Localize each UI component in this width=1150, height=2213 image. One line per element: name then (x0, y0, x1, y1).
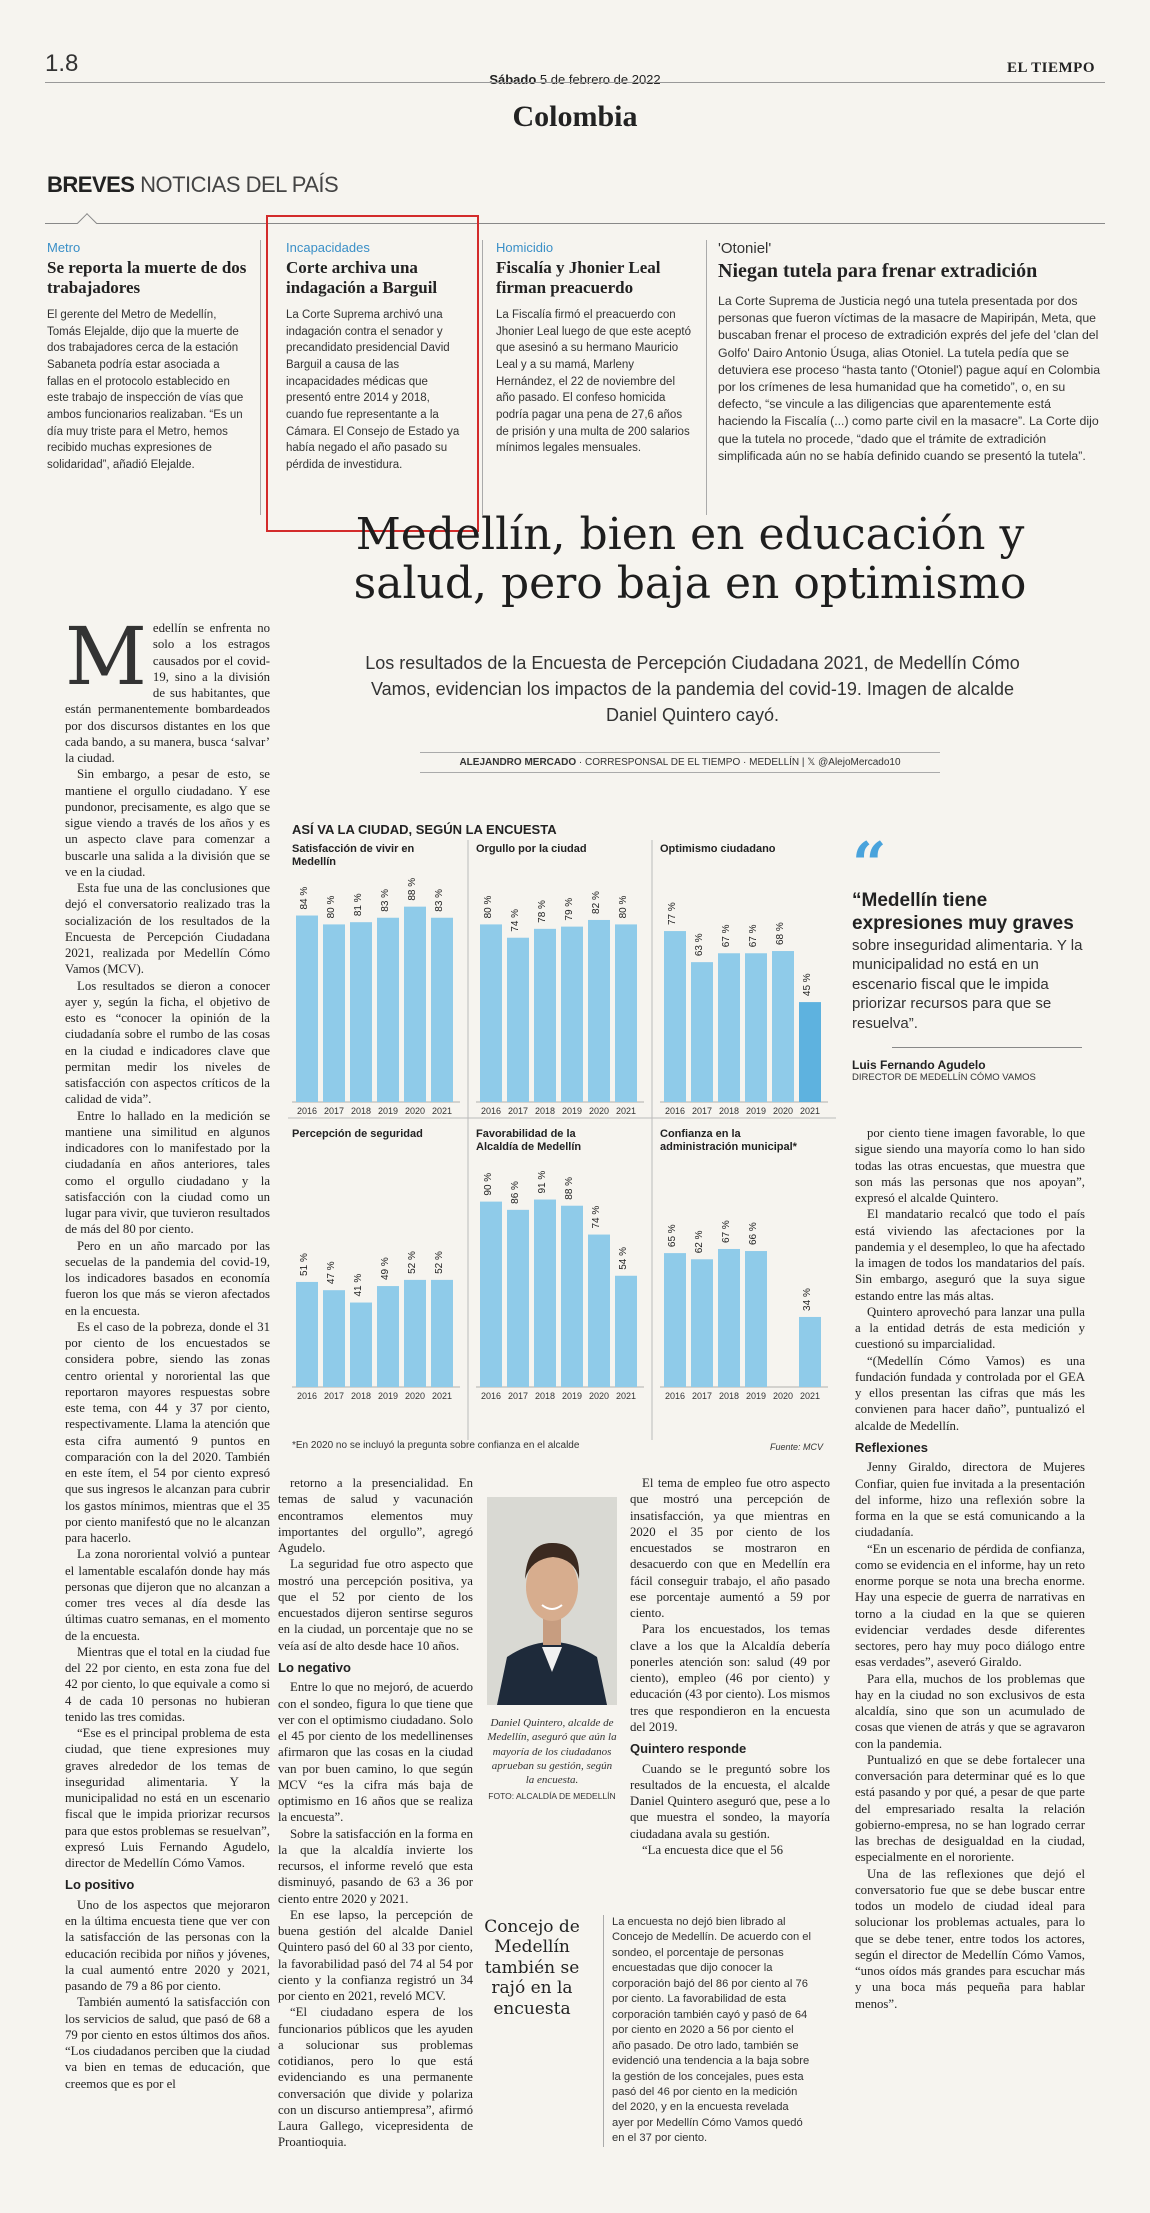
chart-bar (296, 1282, 318, 1387)
chart-bar (404, 1280, 426, 1387)
chart-title-line: Medellín (292, 856, 337, 868)
quote-rest: sobre inseguridad alimentaria. Y la municipalidad no está en un escenario fiscal que le impida priorizar recursos para que se resuelva”. (852, 936, 1083, 1032)
paragraph: “La encuesta dice que el 56 (642, 1842, 784, 1857)
x-tick-label: 2019 (377, 1391, 399, 1401)
byline-twitter: | 𝕏 @AlejoMercado10 (799, 757, 901, 768)
brief-category: Incapacidades (286, 240, 370, 255)
chart-title: Optimismo ciudadano (660, 843, 776, 855)
bar-chart (292, 843, 460, 1116)
chart-title-line: Confianza en la (660, 1128, 741, 1140)
paragraph: Uno de los aspectos que mejoraron en la última encuesta tiene que ver con la satisfacción de las personas con la educación recibida por niños y jóvenes, la cual aumentó entre 2020 y 2021, pasando de 79 a 86 por ciento. (65, 1897, 270, 1993)
x-tick-label: 2019 (745, 1106, 767, 1116)
chart-bar (718, 953, 740, 1102)
chart-bar (664, 1253, 686, 1387)
data-label: 49 % (380, 1257, 391, 1281)
x-tick-label: 2017 (691, 1106, 713, 1116)
chart-bar (377, 1286, 399, 1387)
quote-rule (892, 1047, 1082, 1048)
paragraph: Es el caso de la pobreza, donde el 31 por ciento de los encuestados se considera pobre, siendo las zonas centro oriental y nororiental las que reportaron mayores respuestas sobre este tema, con 44 y 37 por ciento, respectivamente. Llama la atención que esta cifra aumentó 9 puntos en comparación con la del 2020. También en este ítem, el 54 por ciento expresó que sus ingresos le alcanzan para cubrir los gastos mínimos, mientras que el 35 por ciento manifestó que no le alcanzan para hacerlo. (65, 1319, 270, 1545)
subhead: Reflexiones (855, 1439, 928, 1455)
chart-title: Percepción de seguridad (292, 1128, 423, 1140)
data-label: 62 % (694, 1230, 705, 1254)
chart-bar (534, 929, 556, 1102)
data-label: 54 % (618, 1246, 629, 1270)
chart-bar (323, 924, 345, 1102)
paragraph: Cuando se le preguntó sobre los resultados de la encuesta, el alcalde Daniel Quintero aseguró que, pese a lo que muestra el sondeo, la mayoría ciudadana avala su gestión. (630, 1761, 830, 1841)
x-tick-label: 2016 (480, 1106, 502, 1116)
date-rest: 5 de febrero de 2022 (536, 72, 661, 87)
paragraph: Sin embargo, a pesar de esto, se mantiene el orgullo ciudadano. Y ese pundonor, precisamente, es algo que se sigue viendo a través de los años y es un aspecto clave para comenzar a buscarle una salida a la división que se ve en la ciudad. (65, 767, 270, 879)
chart-bar (561, 927, 583, 1102)
x-tick-label: 2018 (718, 1391, 740, 1401)
x-tick-label: 2017 (691, 1391, 713, 1401)
chart-bar (799, 1002, 821, 1102)
subhead: Lo negativo (278, 1659, 351, 1675)
brief-divider (260, 240, 261, 515)
chart-bar (323, 1290, 345, 1387)
data-label: 74 % (510, 908, 521, 932)
paragraph: retorno a la presencialidad. En temas de salud y vacunación encontramos elementos muy importantes del orgullo”, agregó Agudelo. (278, 1476, 473, 1555)
chart-bar (718, 1249, 740, 1387)
brief-category: Homicidio (496, 240, 554, 255)
brief-homicidio (496, 240, 696, 457)
chart-bar (431, 918, 453, 1102)
x-tick-label: 2021 (431, 1106, 453, 1116)
paragraph: Puntualizó en que se debe fortalecer una conversación para determinar qué es lo que está pasando y por qué, a pesar de que parte del empresariado resalta la relación gobierno-empresa, no se han logrado cerrar las brechas de desigualdad en la ciudad, especialmente en el nororiente. (855, 1752, 1085, 1865)
x-tick-label: 2019 (377, 1106, 399, 1116)
chart-source: Fuente: MCV (770, 1442, 824, 1452)
chart-title-line: administración municipal* (660, 1141, 797, 1153)
data-label: 91 % (537, 1170, 548, 1194)
chart-bar (507, 938, 529, 1102)
sidebox-text: La encuesta no dejó bien librado al Concejo de Medellín. De acuerdo con el sondeo, el porcentaje de personas encuestadas que dijo conocer la corporación bajó del 86 por ciento al 76 por ciento. La favorabilidad de esta corporación también cayó y pasó de 64 por ciento en 2020 a 56 por ciento el año pasado. De otro lado, también se evidenció una tendencia a la baja sobre la gestión de los concejales, pues esta pasó del 46 por ciento en la medición del 2020, y en la encuesta revelada ayer por Medellín Cómo Vamos quedó en el 37 por ciento. (603, 1915, 813, 2147)
brief-metro (47, 240, 247, 474)
chart-bar (561, 1206, 583, 1387)
section-title: Colombia (512, 100, 638, 133)
chart-title (292, 843, 415, 868)
byline-name: ALEJANDRO MERCADO (459, 757, 577, 768)
chart-bar (534, 1200, 556, 1387)
sidebox-title: Concejo de Medellín también se rajó en la encuesta (484, 1917, 580, 2019)
article-column-3 (630, 1475, 830, 1858)
paragraph: La zona nororiental volvió a puntear el lamentable escalafón donde hay más personas que dijeron que no alcanzan a comer tres veces al día desde las últimas cuatro semanas, en el momento de la encuesta. (65, 1547, 270, 1643)
chart-bar (615, 924, 637, 1102)
x-tick-label: 2020 (404, 1391, 426, 1401)
subhead: Lo positivo (65, 1877, 135, 1893)
paragraph: Para los encuestados, los temas clave a los que la Alcaldía debería ponerles atención son: salud (49 por ciento), empleo (46 por ciento) y educación (43 por ciento). Los mismos tres que respondieron en la encuesta del 2019. (630, 1622, 830, 1734)
paragraph: por ciento tiene imagen favorable, lo que sigue siendo una mayoría como lo han sido todas las otras encuestas, que muestra que son más las personas que nos apoyan”, expresó el alcalde Quintero. (855, 1126, 1085, 1205)
quote-bold: “Medellín tiene expresiones muy graves (852, 890, 1074, 934)
drop-cap: M (65, 610, 147, 703)
data-label: 52 % (407, 1251, 418, 1274)
data-label: 80 % (618, 895, 629, 919)
chart-bar (296, 916, 318, 1102)
paragraph: “El ciudadano espera de los funcionarios públicos que les ayuden a solucionar sus problemas cotidianos, pero lo que está evidenciando es una permanente conversación que divide y polariza con un discurso antiempresa”, afirmó Laura Gallego, vicepresidenta de Proantioquia. (278, 2005, 473, 2150)
newspaper-brand: EL TIEMPO (1007, 60, 1095, 76)
page-number: 1.8 (45, 50, 79, 77)
quote-author: Luis Fernando Agudelo (852, 1058, 986, 1073)
x-tick-label: 2020 (772, 1106, 794, 1116)
data-label: 81 % (353, 893, 364, 917)
article-headline: Medellín, bien en educación y salud, pero baja en optimismo (353, 509, 1027, 610)
data-label: 65 % (667, 1224, 678, 1248)
date-line (0, 72, 1150, 87)
paragraph: “En un escenario de pérdida de confianza, como se evidencia en el informe, hay un reto enorme porque se nota una brecha enorme. Hay una especie de guerra de narrativas en torno a la ciudad en la que se quieren evidenciar verdades desde diferentes sectores, pero hay muy poco diálogo entre esas verdades”, aseveró Giraldo. (855, 1541, 1085, 1670)
data-label: 67 % (721, 924, 732, 948)
photo-caption (487, 1716, 617, 1803)
x-tick-label: 2020 (588, 1106, 610, 1116)
x-tick-label: 2019 (561, 1106, 583, 1116)
chart-title-line: Alcaldía de Medellín (476, 1141, 582, 1153)
data-label: 88 % (564, 1176, 575, 1200)
data-label: 41 % (353, 1273, 364, 1297)
brief-category: 'Otoniel' (718, 240, 772, 257)
chart-title-line: Favorabilidad de la (476, 1128, 576, 1140)
article-column-1 (65, 610, 270, 2092)
brief-text: El gerente del Metro de Medellín, Tomás Elejalde, dijo que la muerte de dos trabajadores cerca de la estación Sabaneta podría estar asociada a fallas en el protocolo establecido en este trabajo de inspección de vías que ambos funcionarios realizaban. “Es un día muy triste para el Metro, hemos recibido muchas expresiones de solidaridad”, añadió Elejalde. (47, 309, 244, 472)
chart-bar (431, 1280, 453, 1387)
brief-text: La Fiscalía firmó el preacuerdo con Jhonier Leal luego de que este aceptó que asesinó a su hermano Mauricio Leal y a su mamá, Marleny Hernández, el 22 de noviembre del año pasado. El confeso homicida podría pagar una pena de 27,6 años de prisión y una multa de 200 salarios mínimos legales mensuales. (496, 309, 692, 455)
x-tick-label: 2018 (534, 1391, 556, 1401)
x-tick-label: 2018 (350, 1391, 372, 1401)
paragraph: El mandatario recalcó que todo el país está viviendo las afectaciones por la pandemia y el desempleo, lo que ha afectado la imagen de todos los mandatarios del país. Sin embargo, aseguró que la suya sigue estando entre las más altas. (855, 1207, 1085, 1303)
chart-footnote: *En 2020 no se incluyó la pregunta sobre confianza en el alcalde (292, 1440, 580, 1451)
quote-author-role: DIRECTOR DE MEDELLÍN CÓMO VAMOS (852, 1072, 1036, 1084)
breves-rule (45, 223, 1105, 224)
data-label: 51 % (299, 1253, 310, 1276)
x-tick-label: 2019 (745, 1391, 767, 1401)
x-tick-label: 2016 (296, 1106, 318, 1116)
bar-chart (660, 843, 828, 1116)
breves-header (47, 172, 338, 198)
chart-bar (588, 1235, 610, 1387)
brief-text: La Corte Suprema archivó una indagación contra el senador y precandidato presidencial David Barguil a causa de las incapacidades médicas que presentó entre 2014 y 2018, cuando fue representante a la Cámara. El Consejo de Estado ya había negado el año pasado su pérdida de investidura. (286, 309, 460, 472)
x-tick-label: 2021 (799, 1391, 821, 1401)
data-label: 83 % (380, 888, 391, 912)
data-label: 52 % (434, 1251, 445, 1274)
data-label: 88 % (407, 877, 418, 901)
charts-panel (288, 840, 836, 1440)
brief-title: Se reporta la muerte de dos trabajadores (47, 258, 247, 297)
bar-chart (476, 1128, 644, 1401)
x-tick-label: 2020 (588, 1391, 610, 1401)
brief-otoniel (718, 240, 1103, 465)
byline (420, 752, 940, 773)
data-label: 67 % (748, 924, 759, 948)
x-tick-label: 2018 (534, 1106, 556, 1116)
paragraph: Entre lo que no mejoró, de acuerdo con el sondeo, figura lo que tiene que ver con el optimismo ciudadano. Solo el 45 por ciento de los medellinenses afirmaron que las cosas en la ciudad van por buen camino, lo que según MCV “es la cifra más baja de optimismo en 16 años que se realiza la encuesta”. (278, 1680, 473, 1825)
paragraph: Los resultados se dieron a conocer ayer y, según la ficha, el objetivo de esto es “conocer la opinión de la ciudadanía sobre el rumbo de las cosas en la ciudad e indicadores clave que permitan medir los niveles de satisfacción con aspectos críticos de la calidad de vida”. (65, 978, 270, 1107)
x-tick-label: 2016 (664, 1106, 686, 1116)
chart-bar (691, 962, 713, 1102)
chart-title (476, 1128, 581, 1153)
paragraph: “Ese es el principal problema de esta ciudad, que tiene expresiones muy graves alrededor de los temas de inseguridad alimentaria. Y la municipalidad no está en un escenario fiscal que le impida priorizar recursos para que estos problemas se resuelvan”, expresó Luis Fernando Agudelo, director de Medellín Cómo Vamos. (65, 1726, 270, 1870)
paragraph: Entre lo hallado en la medición se mantiene una similitud en algunos indicadores con lo manifestado por la ciudadanía en años anteriores, tales como el orgullo ciudadano y la satisfacción con la ciudad como un lugar para vivir, que tuvieron resultados de más del 80 por ciento. (65, 1108, 270, 1237)
brief-title: Fiscalía y Jhonier Leal firman preacuerdo (496, 258, 661, 297)
chart-bar (404, 907, 426, 1102)
quote-mark-icon: “ (852, 830, 887, 900)
x-tick-label: 2021 (799, 1106, 821, 1116)
x-tick-label: 2017 (507, 1106, 529, 1116)
paragraph: Pero en un año marcado por las secuelas de la pandemia del covid-19, los indicadores basados en economía fueron los que más se vieron afectados en la encuesta. (65, 1238, 270, 1318)
paragraph: Quintero aprovechó para lanzar una pulla a la entidad detrás de esta medición y cuestionó su imparcialidad. (855, 1304, 1085, 1352)
chart-bar (480, 924, 502, 1102)
brief-text: La Corte Suprema de Justicia negó una tutela presentada por dos personas que fueron víctimas de la masacre de Mapiripán, Meta, que buscaban frenar el proceso de extradición exprés del jefe del 'clan del Golfo' Dairo Antonio Úsuga, alias Otoniel. La tutela pedía que se detuviera ese proceso “hasta tanto ('Otoniel') pague aquí en Colombia por los crímenes de lesa humanidad que ha cometido”, o, en su defecto, “se vincule a las diligencias que aparentemente está haciendo la Fiscalía (...) como parte civil en la masacre”. La Corte dijo que la tutela no procede, “dado que el trámite de extradición simplificada aún no se había definido cuando se presentó la tutela”. (718, 294, 1101, 463)
data-label: 67 % (721, 1220, 732, 1243)
paragraph: edellín se enfrenta no solo a los estragos causados por el covid-19, sino a la división de sus habitantes, que están permanentemente bombardeados por dos discursos distantes en los que cada bando, a su manera, busca ‘salvar’ la ciudad. (65, 621, 270, 765)
chart-bar (745, 1251, 767, 1387)
x-tick-label: 2016 (296, 1391, 318, 1401)
header-rule (45, 82, 1105, 83)
x-tick-label: 2018 (350, 1106, 372, 1116)
data-label: 45 % (802, 973, 813, 997)
chart-bar (350, 1303, 372, 1387)
brief-title: Niegan tutela para frenar extradición (718, 260, 1038, 282)
chart-bar (615, 1276, 637, 1387)
chart-bar (664, 931, 686, 1102)
chart-bar (799, 1317, 821, 1387)
data-label: 74 % (591, 1205, 602, 1229)
data-label: 79 % (564, 897, 575, 921)
highlight-box (266, 215, 479, 532)
data-label: 84 % (299, 886, 310, 910)
x-tick-label: 2017 (507, 1391, 529, 1401)
breves-light: NOTICIAS DEL PAÍS (140, 172, 339, 197)
chart-bar (350, 922, 372, 1102)
x-tick-label: 2021 (615, 1106, 637, 1116)
subhead: Quintero responde (630, 1741, 747, 1756)
paragraph: Esta fue una de las conclusiones que dejó el conversatorio realizado tras la socialización de los resultados de la Encuesta de Percepción Ciudadana 2021, realizada por Medellín Cómo Vamos (MCV). (65, 881, 270, 977)
breves-notch (77, 213, 97, 233)
article-deck: Los resultados de la Encuesta de Percepción Ciudadana 2021, de Medellín Cómo Vamos, evidencian los impactos de la pandemia del covid-19. Imagen de alcalde Daniel Quintero cayó. (365, 653, 1020, 726)
data-label: 63 % (694, 933, 705, 957)
data-label: 90 % (483, 1172, 494, 1196)
data-label: 78 % (537, 900, 548, 923)
byline-role: · CORRESPONSAL DE EL TIEMPO · MEDELLÍN (576, 757, 800, 768)
chart-bar (588, 920, 610, 1102)
data-label: 82 % (591, 891, 602, 914)
breves-bold: BREVES (47, 172, 135, 197)
paragraph: Mientras que el total en la ciudad fue del 22 por ciento, en esta zona fue del 42 por ciento, lo que equivale a como si 4 de cada 10 personas no hubieran tenido las tres comidas. (65, 1644, 270, 1724)
paragraph: Jenny Giraldo, directora de Mujeres Confiar, quien fue invitada a la presentación del informe, hizo una reflexión sobre la forma en la que se está comunicando a la ciudadanía. (855, 1460, 1085, 1540)
caption-text: Daniel Quintero, alcalde de Medellín, aseguró que aún la mayoría de los ciudadanos aprueban su gestión, según la encuesta. (487, 1717, 617, 1787)
chart-title: Orgullo por la ciudad (476, 843, 587, 855)
data-label: 80 % (483, 895, 494, 919)
data-label: 34 % (802, 1288, 813, 1311)
x-tick-label: 2021 (615, 1391, 637, 1401)
paragraph: Para ella, muchos de los problemas que hay en la ciudad no son exclusivos de esta alcaldía, sino que son un acumulado de cosas que vienen de atrás y que se agravaron con la pandemia. (855, 1671, 1085, 1751)
paragraph: En ese lapso, la percepción de buena gestión del alcalde Daniel Quintero pasó del 60 al 33 por ciento, la favorabilidad pasó del 74 al 54 por ciento y la confianza registró un 34 por ciento en 2021, reveló MCV. (278, 1907, 473, 2003)
x-tick-label: 2021 (431, 1391, 453, 1401)
data-label: 83 % (434, 888, 445, 912)
article-column-2 (278, 1475, 473, 2151)
article-column-4 (855, 1125, 1085, 2012)
x-tick-label: 2020 (404, 1106, 426, 1116)
brief-divider (706, 240, 707, 515)
x-tick-label: 2017 (323, 1391, 345, 1401)
chart-title-line: Satisfacción de vivir en (292, 843, 415, 855)
bar-chart (292, 1128, 460, 1401)
data-label: 86 % (510, 1181, 521, 1204)
x-tick-label: 2019 (561, 1391, 583, 1401)
x-tick-label: 2020 (772, 1391, 794, 1401)
chart-title (660, 1128, 798, 1153)
chart-bar (507, 1210, 529, 1387)
photo-credit: FOTO: ALCALDÍA DE MEDELLÍN (488, 1791, 616, 1802)
chart-bar (772, 951, 794, 1102)
x-tick-label: 2016 (480, 1391, 502, 1401)
data-label: 68 % (775, 922, 786, 946)
chart-bar (691, 1259, 713, 1387)
paragraph: También aumentó la satisfacción con los servicios de salud, que pasó de 68 a 79 por ciento en estos últimos dos años. “Los ciudadanos perciben que la ciudad va bien en temas de educación, que creemos que es por el (65, 1995, 270, 2091)
chart-bar (745, 953, 767, 1102)
paragraph: Una de las reflexiones que dejó el conversatorio fue que se debe buscar entre todos un modelo de ciudad ideal para solucionar los problemas actuales, para lo que se debe tener, entre todos los actores, según el director de Medellín Cómo Vamos, “unos oídos más grandes para escuchar más y una boca más pequeña para hablar menos”. (855, 1866, 1085, 2011)
data-label: 77 % (667, 902, 678, 926)
brief-title: Corte archiva una indagación a Barguil (286, 258, 438, 297)
x-tick-label: 2016 (664, 1391, 686, 1401)
pull-quote (852, 830, 1092, 1084)
data-label: 80 % (326, 895, 337, 919)
mayor-photo (487, 1497, 617, 1705)
brief-category: Metro (47, 240, 81, 255)
data-label: 66 % (748, 1222, 759, 1246)
x-tick-label: 2018 (718, 1106, 740, 1116)
date-day: Sábado (489, 72, 537, 87)
paragraph: La seguridad fue otro aspecto que mostró una percepción positiva, ya que el 52 por ciento de los encuestados dijeron sentirse seguros en la ciudad, un porcentaje que no se veía así de alto desde hace 10 años. (278, 1557, 473, 1653)
x-tick-label: 2017 (323, 1106, 345, 1116)
data-label: 47 % (326, 1261, 337, 1285)
paragraph: Sobre la satisfacción en la forma en la que la alcaldía invierte los recursos, el informe reveló que esta disminuyó, pasando de 63 a 36 por ciento entre 2020 y 2021. (278, 1826, 473, 1906)
paragraph: El tema de empleo fue otro aspecto que mostró una percepción de insatisfacción, ya que mientras en 2020 el 35 por ciento de los encuestados se mostraron en desacuerdo con que en Medellín era fácil conseguir trabajo, el año pasado ese porcentaje aumentó a 59 por ciento. (630, 1476, 830, 1620)
brief-divider (482, 240, 483, 515)
paragraph: “(Medellín Cómo Vamos) es una fundación fundada y controlada por el GEA y ellos presentan las cifras que más les convienen para hacer daño”, puntualizó el alcalde de Medellín. (855, 1353, 1085, 1433)
chart-header: ASÍ VA LA CIUDAD, SEGÚN LA ENCUESTA (292, 822, 557, 837)
chart-bar (480, 1202, 502, 1387)
chart-bar (377, 918, 399, 1102)
bar-chart (476, 843, 644, 1116)
bar-chart (660, 1128, 828, 1401)
